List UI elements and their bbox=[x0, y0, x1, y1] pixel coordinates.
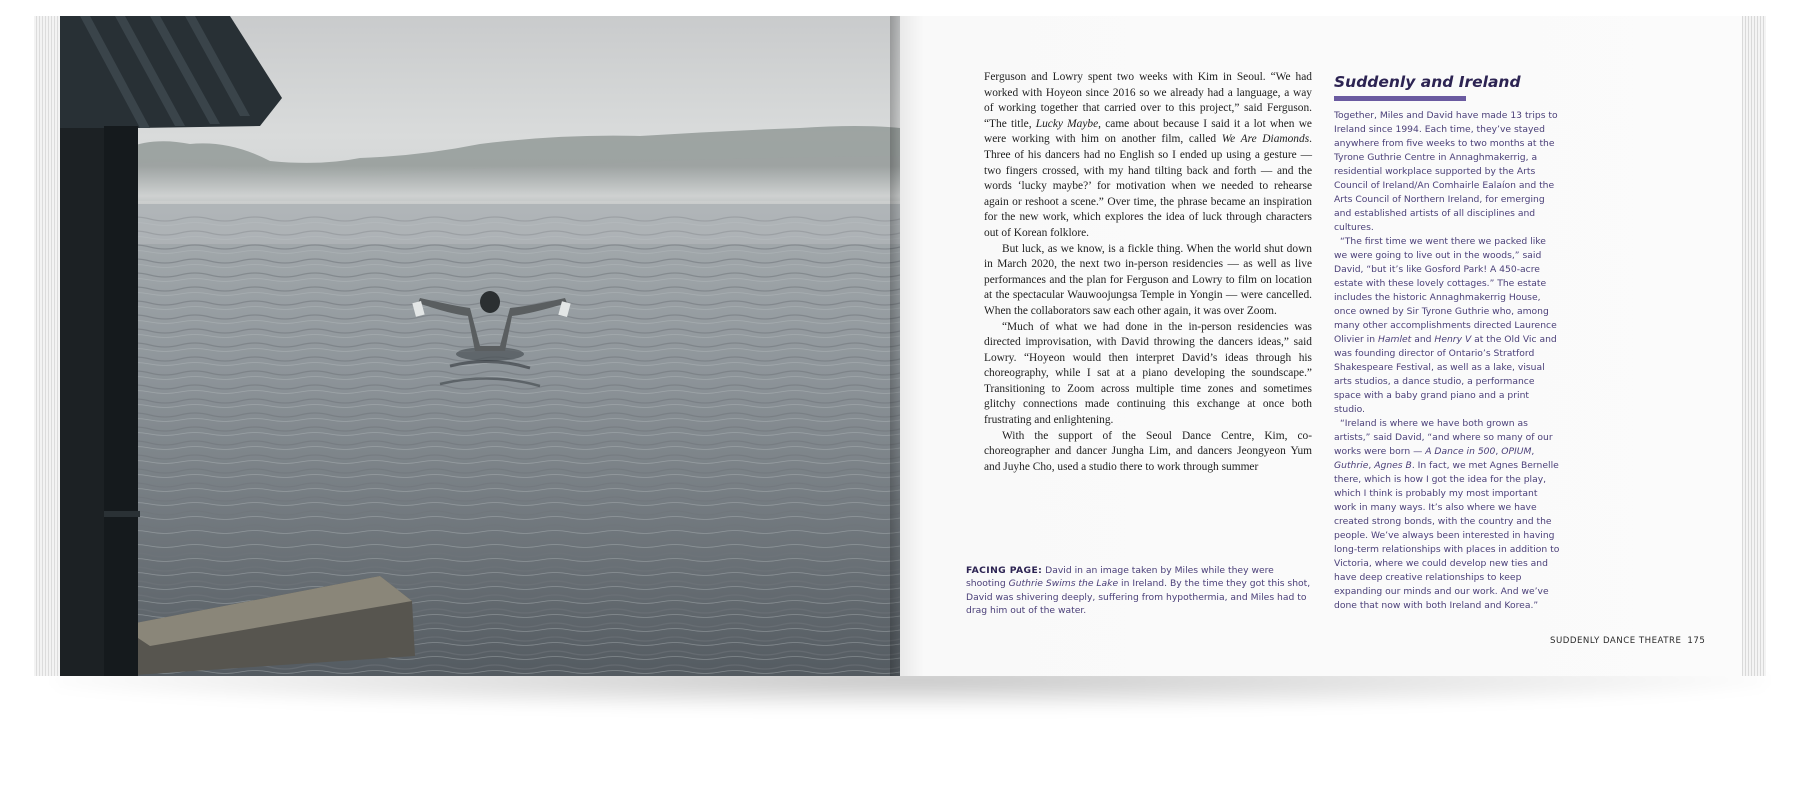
running-head: SUDDENLY DANCE THEATRE bbox=[1550, 636, 1682, 646]
sidebar-title-rule bbox=[1334, 96, 1466, 101]
text-run: at the Old Vic and was founding director of Ontario’s Stratford Shakespeare Festival, as well as a lake, visual arts studios, a dance studio, a performance space with a baby grand piano and a print studio. bbox=[1334, 334, 1557, 415]
right-page-edges bbox=[1740, 16, 1766, 676]
text-run: David in an image taken by Miles while they were shooting bbox=[966, 565, 1274, 590]
paragraph bbox=[1334, 109, 1560, 235]
paragraph bbox=[984, 242, 1312, 320]
text-run: , bbox=[1495, 446, 1502, 457]
sidebar-body bbox=[1334, 109, 1560, 613]
text-run: . Three of his dancers had no English so I ended up using a gesture — two fingers crossed, with my hand tilting back and forth — and the words ‘lucky maybe?’ for motivation when we needed to rehearse again or reshoot a scene.” Over time, the phrase became an inspiration for the new work, which explores the idea of luck through characters out of Korean folklore. bbox=[984, 133, 1312, 239]
text-run: in Ireland. By the time they got this shot, David was shivering deeply, suffering from hypothermia, and Miles had to drag him out of the water. bbox=[966, 578, 1311, 617]
text-run: , came about because I said it a lot when we were working with him on another film, called bbox=[984, 117, 1312, 146]
body-text-column bbox=[984, 70, 1312, 475]
text-run: Together, Miles and David have made 13 trips to Ireland since 1994. Each time, they’ve stayed anywhere from five weeks to two months at the Tyrone Guthrie Centre in Annaghmakerrig, a residential workplace supported by the Arts Council of Ireland/An Comhairle Ealaíon and the Arts Council of Northern Ireland, for emerging and established artists of all disciplines and cultures. bbox=[1334, 110, 1558, 233]
paragraph bbox=[1334, 235, 1560, 417]
italic-title: Hamlet bbox=[1377, 334, 1412, 345]
sidebar-title: Suddenly and Ireland bbox=[1334, 73, 1521, 91]
text-run: But luck, as we know, is a fickle thing. When the world shut down in March 2020, the next two in-person residencies — as well as live performances and the plan for Ferguson and Lowry to film on location at the spectacular Wauwoojungsa Temple in Yongin — were cancelled. When the collaborators saw each other again, it was over Zoom. bbox=[984, 242, 1312, 317]
text-run: “Much of what we had done in the in-person residencies was directed improvisation, with David throwing the dancers ideas,” said Lowry. “Hoyeon would then interpret David’s ideas through his choreography, while I sat at a piano developing the soundscape.” Transitioning to Zoom across multiple time zones and sometimes glitchy connections made continuing this exchange at once both frustrating and enlightening. bbox=[984, 320, 1312, 427]
photo-caption bbox=[966, 564, 1312, 618]
caption-lead: FACING PAGE: bbox=[966, 565, 1043, 576]
paragraph bbox=[984, 320, 1312, 429]
sidebar bbox=[1334, 72, 1560, 613]
text-run: Ferguson and Lowry spent two weeks with Kim in Seoul. “We had worked with Hoyeon since 2016 so we already had a language, a way of working together that carried over to this project,” said Ferguson. “The title, bbox=[984, 71, 1312, 130]
italic-title: OPIUM bbox=[1501, 446, 1532, 457]
italic-title: A Dance in 500 bbox=[1425, 446, 1496, 457]
italic-title: We Are Diamonds bbox=[1221, 133, 1310, 146]
text-run: and bbox=[1411, 334, 1435, 345]
text-run: With the support of the Seoul Dance Centre, Kim, co-choreographer and dancer Jungha Lim, and dancers Jeongyeon Yum and Juyhe Cho, used a studio there to work through summer bbox=[984, 429, 1312, 473]
left-page bbox=[60, 16, 900, 676]
italic-title: Guthrie bbox=[1334, 460, 1369, 471]
misty-lake-swimmer-photo bbox=[60, 16, 900, 676]
right-page bbox=[900, 16, 1742, 676]
italic-title: Guthrie Swims the Lake bbox=[1008, 578, 1119, 590]
page-number: 175 bbox=[1687, 636, 1706, 646]
paragraph bbox=[984, 429, 1312, 476]
text-run: “The first time we went there we packed like we were going to live out in the woods,” said David, “but it’s like Gosford Park! A 450-acre estate with these lovely cottages.” The estate includes the historic Annaghmakerrig House, once owned by Sir Tyrone Guthrie who, among many other accomplishments directed Laurence Olivier in bbox=[1334, 236, 1557, 345]
paragraph bbox=[1334, 417, 1560, 613]
italic-title: Agnes B bbox=[1374, 460, 1412, 471]
paragraph bbox=[984, 70, 1312, 242]
italic-title: Lucky Maybe bbox=[1035, 117, 1099, 130]
folio bbox=[1550, 636, 1705, 646]
text-run: “Ireland is where we have both grown as artists,” said David, “and where so many of our works were born — bbox=[1334, 418, 1553, 457]
text-run: , bbox=[1531, 446, 1535, 457]
text-run: , bbox=[1368, 460, 1375, 471]
text-run: . In fact, we met Agnes Bernelle there, which is how I got the idea for the play, which I think is probably my most important work in many ways. It’s also where we have created strong bonds, with the country and the people. We’ve always been interested in having long-term relationships with places in addition to Victoria, where we could develop new ties and have deep creative relationships to keep expanding our minds and our work. And we’ve done that now with both Ireland and Korea.” bbox=[1334, 460, 1560, 611]
italic-title: Henry V bbox=[1434, 334, 1472, 345]
